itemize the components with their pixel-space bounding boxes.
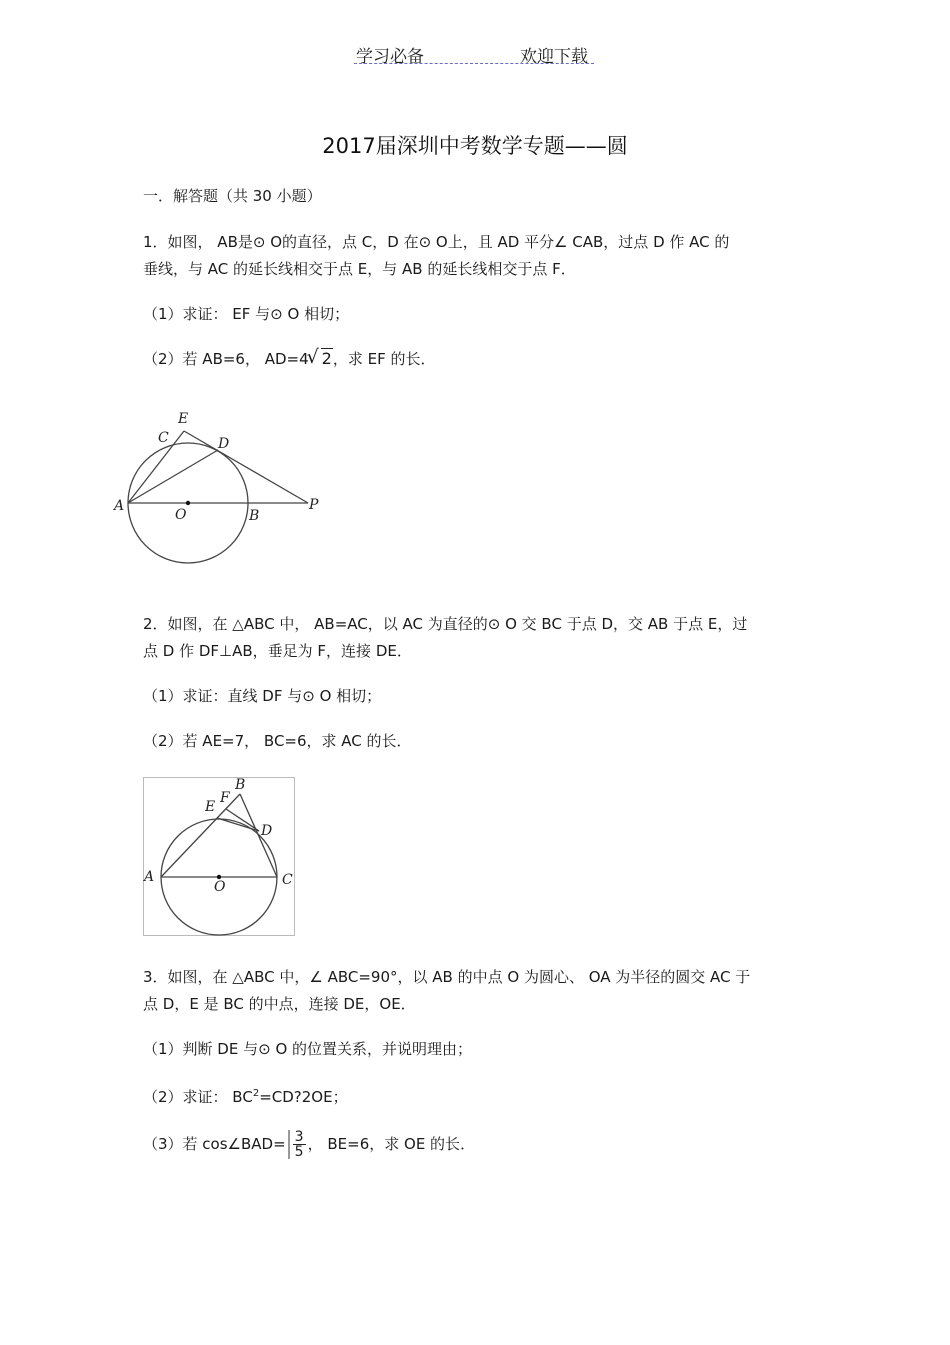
problem-3-q2-pre: （2）求证： BC <box>143 1088 253 1106</box>
problem-3-q2 <box>143 1081 348 1110</box>
fraction <box>288 1130 306 1159</box>
page-title: 2017届深圳中考数学专题——圆 <box>322 134 628 158</box>
problem-2-q1: （1）求证：直线 DF 与⊙ O 相切； <box>143 687 382 705</box>
label-b: B <box>249 508 260 524</box>
problem-3-q1: （1）判断 DE 与⊙ O 的位置关系，并说明理由； <box>143 1040 473 1058</box>
sqrt-radicand: 2 <box>321 349 332 368</box>
problem-3-line-1: 3．如图，在 △ABC 中，∠ ABC=90°，以 AB 的中点 O 为圆心、 OA 为半径的圆交 AC 于 <box>143 968 751 986</box>
label-c: C <box>282 872 293 888</box>
line-de <box>217 818 259 831</box>
line-ab <box>161 794 240 877</box>
problem-3-q3-post: ， BE=6，求 OE 的长． <box>307 1135 476 1153</box>
header-underline <box>354 63 594 64</box>
label-f: F <box>220 790 230 806</box>
label-c: C <box>158 430 169 446</box>
problem-3-line-2: 点 D，E 是 BC 的中点，连接 DE，OE． <box>143 995 416 1013</box>
label-o: O <box>175 507 187 523</box>
line-ep <box>184 431 308 503</box>
fraction-numerator: 3 <box>294 1129 304 1145</box>
problem-3-q3 <box>143 1130 475 1159</box>
problem-1-q2 <box>143 346 436 372</box>
problem-3-q3-pre: （3）若 cos∠BAD= <box>143 1135 286 1153</box>
figure-frame <box>144 778 295 936</box>
label-o: O <box>214 879 226 895</box>
figure-1 <box>108 405 333 570</box>
line-ad <box>128 450 218 503</box>
label-a: A <box>114 498 125 514</box>
line-ae <box>128 431 184 503</box>
label-b: B <box>235 777 246 793</box>
label-p: P <box>309 497 319 513</box>
center-point <box>186 501 190 505</box>
problem-1-q1: （1）求证： EF 与⊙ O 相切； <box>143 305 350 323</box>
header-right: 欢迎下载 <box>520 47 588 67</box>
problem-1-q2-post: ，求 EF 的长． <box>332 350 436 368</box>
problem-2-q2: （2）若 AE=7， BC=6，求 AC 的长． <box>143 732 412 750</box>
problem-1-line-1: 1．如图， AB是⊙ O的直径，点 C，D 在⊙ O上，且 AD 平分∠ CAB，过点 D 作 AC 的 <box>143 233 730 251</box>
label-e: E <box>178 411 189 427</box>
exponent: 2 <box>252 1088 260 1099</box>
section-heading: 一．解答题（共 30 小题） <box>143 187 322 205</box>
problem-1-q2-pre: （2）若 AB=6， AD=4 <box>143 350 309 368</box>
header-left: 学习必备 <box>356 47 424 67</box>
problem-1-line-2: 垂线，与 AC 的延长线相交于点 E，与 AB 的延长线相交于点 F． <box>143 260 576 278</box>
label-d: D <box>261 823 273 839</box>
problem-2-line-2: 点 D 作 DF⊥AB，垂足为 F，连接 DE． <box>143 642 412 660</box>
label-e: E <box>205 799 216 815</box>
problem-2-line-1: 2．如图，在 △ABC 中， AB=AC，以 AC 为直径的⊙ O 交 BC 于点 D，交 AB 于点 E，过 <box>143 615 748 633</box>
label-a: A <box>144 869 155 885</box>
label-d: D <box>218 436 230 452</box>
problem-3-q2-post: =CD?2OE； <box>259 1088 348 1106</box>
fraction-denominator: 5 <box>294 1144 304 1160</box>
sqrt-symbol <box>309 346 333 372</box>
figure-2 <box>143 777 295 936</box>
